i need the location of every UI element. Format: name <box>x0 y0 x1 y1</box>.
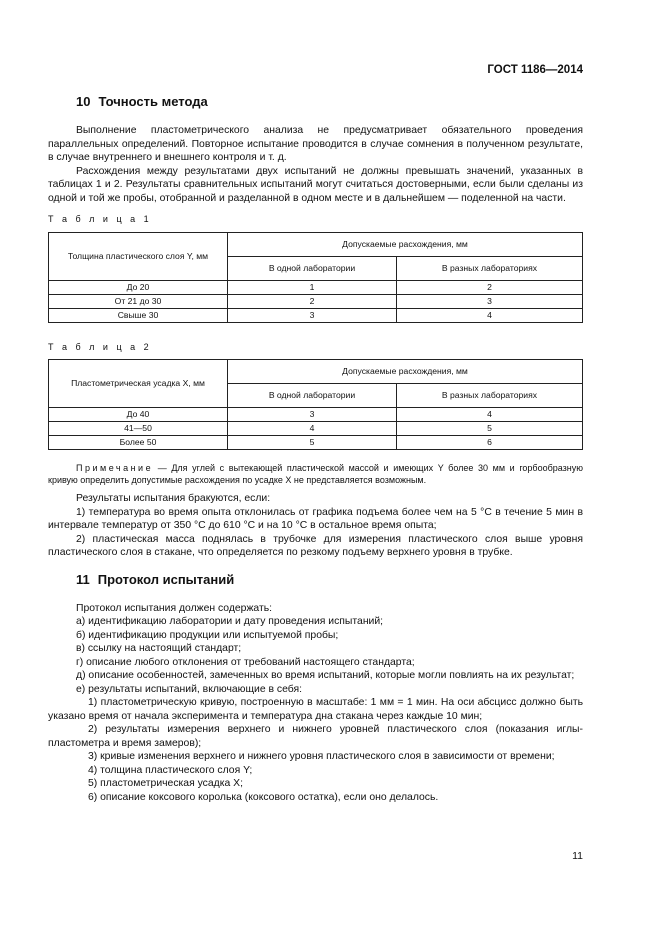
list-subitem: 6) описание коксового королька (коксового остатка), если оно делалось. <box>88 791 439 803</box>
table-cell: 5 <box>396 422 582 436</box>
list-subitem: 3) кривые изменения верхнего и нижнего уровня пластического слоя в зависимости от времени; <box>88 751 555 762</box>
note-text: — Для углей с вытекающей пластической массой и имеющих Y более 30 мм и горбообразную кривую определить допустимые расхождения по усадке X не представляется возможным. <box>48 463 583 485</box>
table-cell: 1 <box>228 280 397 294</box>
list-item: 1) температура во время опыта отклонилась от графика подъема более чем на 5 °С в течение 5 мин в интервале температур от 350 °С до 610 °С и на 10 °С в остальное время опыта; <box>48 506 583 531</box>
table-cell: До 40 <box>49 408 228 422</box>
table-row <box>49 308 583 322</box>
list-item: б) идентификацию продукции или испытуемой пробы; <box>76 629 339 641</box>
list-item: г) описание любого отклонения от требований настоящего стандарта; <box>76 656 415 668</box>
table-header: Допускаемые расхождения, мм <box>228 360 583 384</box>
table-2 <box>48 359 583 450</box>
table-header: Допускаемые расхождения, мм <box>228 232 583 256</box>
table-2-caption: Т а б л и ц а 2 <box>48 341 152 352</box>
table-1-caption: Т а б л и ц а 1 <box>48 214 152 224</box>
page-number: 11 <box>572 850 583 862</box>
table-cell: 2 <box>228 294 397 308</box>
table-cell: Более 50 <box>49 436 228 450</box>
table-row <box>49 294 583 308</box>
list-item: д) описание особенностей, замеченных во время испытаний, которые могли повлиять на их результат; <box>76 670 575 681</box>
paragraph: Выполнение пластометрического анализа не предусматривает обязательного проведения параллельных определений. Повторное испытание проводится в случае сомнения в полученном результате, в случае внутреннего и внешнего контроля и т. д. <box>48 125 583 163</box>
table-cell: От 21 до 30 <box>49 294 228 308</box>
section-title: Протокол испытаний <box>97 571 235 587</box>
table-cell: Свыше 30 <box>49 308 228 322</box>
section-10-heading <box>76 94 583 110</box>
list-subitem: 4) толщина пластического слоя Y; <box>88 764 253 776</box>
list-subitem: 2) результаты измерения верхнего и нижнего уровней пластического слоя (показания иглы-пластометра и время замеров); <box>48 724 583 749</box>
table-cell: 4 <box>396 408 582 422</box>
document-id: ГОСТ 1186—2014 <box>487 64 583 76</box>
list-item: е) результаты испытаний, включающие в себя: <box>76 683 302 695</box>
paragraph: Расхождения между результатами двух испытаний не должны превышать значений, указанных в таблицах 1 и 2. Результаты сравнительных испытаний могут считаться достоверными, если были сделаны из одной и той же пробы, отобранной и разделанной в одном месте и в дальнейшем — поделенной на части. <box>48 165 583 204</box>
table-header: В одной лаборатории <box>228 256 397 280</box>
table-cell: 4 <box>396 308 582 322</box>
table-cell: 6 <box>396 436 582 450</box>
table-cell: 3 <box>396 294 582 308</box>
table-cell: 3 <box>228 408 397 422</box>
list-subitem: 5) пластометрическая усадка X; <box>88 778 243 789</box>
table-note <box>48 462 583 486</box>
paragraph: Протокол испытания должен содержать: <box>76 602 273 614</box>
table-row <box>49 280 583 294</box>
table-row <box>49 422 583 436</box>
table-1 <box>48 232 583 323</box>
note-label: Примечание <box>76 463 154 473</box>
list-item: 2) пластическая масса поднялась в трубочке для измерения пластического слоя выше уровня пластического слоя в стакане, что определяется по резкому подъему верхнего уровня в трубке. <box>48 533 583 558</box>
list-item: в) ссылку на настоящий стандарт; <box>76 643 242 654</box>
table-header: В разных лабораториях <box>396 256 582 280</box>
table-cell: 4 <box>228 422 397 436</box>
table-header: Толщина пластического слоя Y, мм <box>49 232 228 280</box>
table-cell: 41—50 <box>49 422 228 436</box>
table-cell: 2 <box>396 280 582 294</box>
section-11-heading <box>76 572 583 588</box>
table-cell: 3 <box>228 308 397 322</box>
table-cell: 5 <box>228 436 397 450</box>
table-header: В разных лабораториях <box>396 384 582 408</box>
section-number: 11 <box>76 571 90 587</box>
page-content <box>48 94 583 804</box>
list-item: а) идентификацию лаборатории и дату проведения испытаний; <box>76 616 384 627</box>
table-row <box>49 436 583 450</box>
table-header: Пластометрическая усадка X, мм <box>49 360 228 408</box>
section-number: 10 <box>76 94 91 109</box>
table-row <box>49 408 583 422</box>
paragraph: Результаты испытания бракуются, если: <box>76 493 271 504</box>
table-header: В одной лаборатории <box>228 384 397 408</box>
table-cell: До 20 <box>49 280 228 294</box>
list-subitem: 1) пластометрическую кривую, построенную в масштабе: 1 мм = 1 мин. На оси абсцисс должно быть указано время от начала эксперимента и температура дна стакана через каждые 10 мин; <box>48 697 583 722</box>
section-title: Точность метода <box>98 94 208 109</box>
